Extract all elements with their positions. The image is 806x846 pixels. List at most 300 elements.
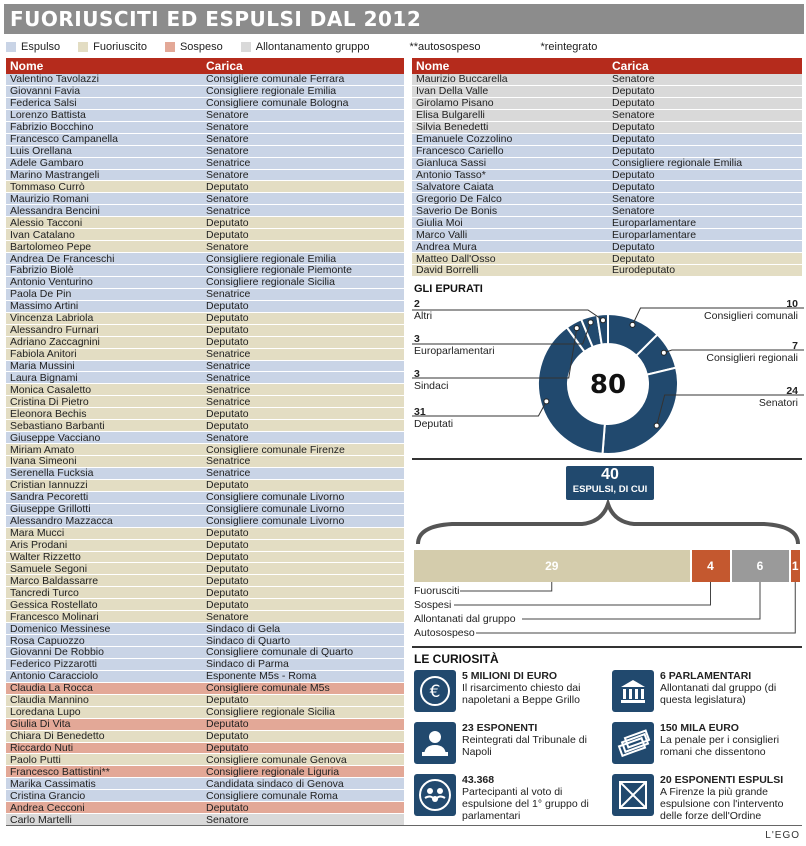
cell-carica: Senatore: [206, 611, 249, 623]
curiosita-text: A Firenze la più grande espulsione con l'intervento delle forze dell'Ordine: [660, 786, 784, 822]
svg-text:€: €: [429, 682, 441, 702]
cell-carica: Senatrice: [206, 360, 251, 372]
curiosita-item: [612, 670, 806, 714]
cell-carica: Senatore: [612, 205, 655, 217]
cell-carica: Senatrice: [206, 456, 251, 468]
curiosita-title-text: 20 ESPONENTI ESPULSI: [660, 774, 784, 786]
cell-carica: Senatore: [206, 169, 249, 181]
espulsi-badge: [566, 466, 654, 500]
parliament-icon: [612, 670, 654, 712]
cell-carica: Consigliere comunale Bologna: [206, 97, 349, 110]
name-senatori: Senatori: [758, 397, 798, 409]
name-deputati: Deputati: [414, 418, 454, 430]
label-consiglieri-comunali: [704, 298, 798, 322]
cell-carica: Sindaco di Parma: [206, 658, 289, 671]
cell-carica: Deputato: [206, 742, 249, 754]
value-sindaci: 3: [414, 368, 420, 380]
table-header: [6, 58, 404, 74]
cross-icon: [612, 774, 654, 816]
table-row: [6, 444, 404, 456]
table-row: [412, 170, 802, 182]
table-row: [6, 74, 404, 86]
cell-carica: Sindaco di Quarto: [206, 635, 291, 647]
cell-carica: Deputato: [612, 97, 655, 110]
cell-carica: Europarlamentare: [612, 229, 697, 241]
table-row: [6, 229, 404, 241]
stack-segment: [414, 550, 690, 582]
curiosita-item: [414, 722, 610, 766]
cell-carica: Deputato: [206, 694, 249, 707]
cell-nome: Andrea Cecconi: [10, 802, 85, 814]
table-row: [6, 420, 404, 432]
curiosita-title-text: 5 MILIONI DI EURO: [462, 670, 558, 682]
cell-nome: Elisa Bulgarelli: [416, 109, 485, 122]
table-row: [6, 671, 404, 683]
table-row: [412, 146, 802, 158]
table-row: [6, 205, 404, 217]
table-row: [6, 349, 404, 361]
cell-carica: Consigliere comunale Genova: [206, 754, 347, 766]
cell-nome: Ivana Simeoni: [10, 456, 77, 468]
cell-nome: Marino Mastrangeli: [10, 169, 100, 181]
cell-nome: Francesco Molinari: [10, 611, 99, 623]
name-altri: Altri: [414, 310, 433, 322]
cell-nome: Giuseppe Vacciano: [10, 432, 101, 444]
label-senatori: [759, 385, 798, 409]
name-europarlamentari: Europarlamentari: [414, 345, 495, 357]
table-row: [6, 265, 404, 277]
cell-nome: Massimo Artini: [10, 300, 79, 313]
cell-carica: Deputato: [206, 802, 249, 814]
curiosita-item: [612, 774, 806, 822]
stack-value: 1: [791, 559, 799, 573]
donut-leader-dot: [654, 423, 659, 428]
cell-nome: Tancredi Turco: [10, 587, 79, 599]
stack-leader: [476, 582, 795, 633]
cell-carica: Senatore: [206, 241, 249, 253]
legend-item-allontanamento: [241, 41, 370, 53]
cell-nome: Salvatore Caiata: [416, 181, 494, 193]
cell-carica: Deputato: [206, 479, 249, 492]
cell-nome: Claudia La Rocca: [10, 682, 93, 695]
table-row: [6, 325, 404, 337]
table-body: [412, 74, 802, 277]
donut-leader-dot: [544, 399, 549, 404]
cell-carica: Senatore: [206, 109, 249, 122]
cell-nome: Gregorio De Falco: [416, 193, 502, 205]
stack-value: 6: [756, 559, 764, 573]
table-row: [412, 134, 802, 146]
stack-leader: [460, 582, 552, 591]
cell-nome: Giulia Di Vita: [10, 718, 71, 731]
table-row: [412, 98, 802, 110]
cell-nome: Maria Mussini: [10, 360, 75, 372]
table-row: [6, 802, 404, 814]
table-row: [6, 86, 404, 98]
table-row: [412, 241, 802, 253]
cell-nome: Adele Gambaro: [10, 157, 84, 170]
cell-nome: Alessandro Furnari: [10, 324, 99, 337]
credit: L'EGO: [765, 830, 800, 841]
donut-leader-dot: [574, 326, 579, 331]
cell-nome: Ivan Catalano: [10, 229, 75, 241]
table-row: [6, 659, 404, 671]
table-row: [6, 313, 404, 325]
cell-nome: Cristina Di Pietro: [10, 396, 89, 408]
cell-carica: Senatore: [206, 193, 249, 205]
money-icon: [612, 722, 654, 764]
table-row: [412, 110, 802, 122]
cell-carica: Consigliere regionale Emilia: [206, 85, 337, 98]
cell-carica: Senatrice: [206, 384, 251, 396]
table-row: [6, 647, 404, 659]
table-row: [6, 623, 404, 635]
cell-carica: Consigliere comunale Livorno: [206, 515, 345, 528]
cell-carica: Senatore: [206, 121, 249, 134]
legend-label: Espulso: [21, 41, 61, 53]
table-row: [6, 731, 404, 743]
table-row: [6, 754, 404, 766]
cell-nome: Miriam Amato: [10, 444, 75, 456]
cell-nome: Maurizio Romani: [10, 193, 89, 205]
stack-segment: [692, 550, 730, 582]
euro-icon: [414, 670, 456, 712]
donut-leader-dot: [588, 320, 593, 325]
table-row: [6, 122, 404, 134]
cell-carica: Consigliere comunale Livorno: [206, 491, 345, 504]
cell-nome: Fabrizio Bocchino: [10, 121, 94, 134]
cell-nome: Chiara Di Benedetto: [10, 730, 105, 743]
curiosita-item: [414, 670, 610, 714]
cell-carica: Senatrice: [206, 372, 251, 384]
col-carica-header: Carica: [206, 59, 243, 73]
cell-nome: Giovanni De Robbio: [10, 647, 104, 659]
table-row: [6, 480, 404, 492]
cell-carica: Senatrice: [206, 205, 251, 217]
table-row: [6, 337, 404, 349]
table-row: [6, 384, 404, 396]
table-row: [6, 528, 404, 540]
label-autosospeso: Autosospeso: [414, 627, 475, 639]
cell-nome: Tommaso Currò: [10, 181, 85, 193]
cell-nome: Adriano Zaccagnini: [10, 336, 100, 349]
cell-carica: Deputato: [206, 181, 249, 193]
value-europarlamentari: 3: [414, 333, 420, 345]
cell-nome: Gessica Rostellato: [10, 599, 98, 611]
stack-leader: [454, 582, 711, 605]
table-row: [6, 253, 404, 265]
cell-carica: Senatrice: [206, 396, 251, 408]
table-row: [6, 361, 404, 373]
cell-carica: Deputato: [206, 229, 249, 241]
value-deputati: 31: [414, 406, 426, 418]
cell-nome: Alessandro Mazzacca: [10, 515, 113, 528]
table-row: [6, 98, 404, 110]
table-row: [412, 158, 802, 170]
cell-carica: Deputato: [612, 181, 655, 193]
cell-carica: Deputato: [206, 551, 249, 563]
table-row: [6, 492, 404, 504]
cell-nome: Cristian Iannuzzi: [10, 479, 88, 492]
cell-carica: Senatrice: [206, 288, 251, 301]
table-row: [6, 563, 404, 575]
donut-leader-line: [412, 310, 603, 320]
cell-carica: Deputato: [206, 575, 249, 587]
table-row: [412, 122, 802, 134]
table-row: [412, 253, 802, 265]
cell-carica: Europarlamentare: [612, 217, 697, 229]
table-row: [412, 217, 802, 229]
cell-carica: Senatrice: [206, 157, 251, 170]
cell-carica: Consigliere regionale Sicilia: [206, 706, 335, 719]
label-europarlamentari: [414, 333, 495, 357]
name-sindaci: Sindaci: [414, 380, 449, 392]
cell-carica: Deputato: [206, 527, 249, 540]
cell-nome: Francesco Campanella: [10, 133, 118, 146]
label-sindaci: [414, 368, 448, 392]
cell-nome: Francesco Cariello: [416, 145, 504, 158]
legend-swatch: [241, 42, 251, 52]
table-row: [6, 468, 404, 480]
label-allontanati: Allontanati dal gruppo: [414, 613, 516, 625]
cell-carica: Deputato: [206, 563, 249, 575]
cell-nome: David Borrelli: [416, 265, 479, 277]
cell-carica: Consigliere comunale Livorno: [206, 503, 345, 516]
label-consiglieri-regionali: [706, 340, 798, 364]
cell-carica: Senatore: [206, 133, 249, 146]
table-row: [412, 74, 802, 86]
cell-carica: Deputato: [206, 300, 249, 313]
stack-leader: [522, 582, 760, 619]
cell-carica: Senatore: [612, 74, 655, 86]
stack-segment: [732, 550, 789, 582]
cell-carica: Consigliere comunale Ferrara: [206, 74, 345, 86]
value-senatori: 24: [786, 385, 798, 397]
cell-carica: Deputato: [206, 718, 249, 731]
cell-nome: Alessio Tacconi: [10, 217, 83, 229]
table-row: [6, 193, 404, 205]
cell-carica: Senatore: [612, 193, 655, 205]
divider: [412, 458, 802, 460]
table-row: [6, 587, 404, 599]
label-fuorusciti: Fuorusciti: [414, 585, 460, 597]
table-row: [6, 217, 404, 229]
cell-nome: Alessandra Bencini: [10, 205, 100, 217]
cell-nome: Maurizio Buccarella: [416, 74, 508, 86]
cell-nome: Paolo Putti: [10, 754, 61, 766]
cell-nome: Sebastiano Barbanti: [10, 420, 105, 432]
cell-nome: Marika Cassimatis: [10, 778, 96, 790]
table-row: [6, 277, 404, 289]
table-body: [6, 74, 404, 826]
cell-carica: Deputato: [612, 145, 655, 158]
cell-nome: Paola De Pin: [10, 288, 72, 301]
cell-carica: Deputato: [612, 133, 655, 146]
table-row: [6, 778, 404, 790]
table-right: [412, 58, 802, 277]
cell-nome: Aris Prodani: [10, 539, 68, 552]
table-row: [6, 719, 404, 731]
table-row: [6, 743, 404, 755]
legend-note-reintegrato: [540, 41, 597, 53]
curiosita-item: [414, 774, 610, 822]
cell-nome: Ivan Della Valle: [416, 85, 489, 98]
cell-carica: Deputato: [206, 312, 249, 325]
espulsi-count: 40: [601, 466, 619, 483]
table-row: [6, 766, 404, 778]
legend-label: Fuoriuscito: [93, 41, 147, 53]
cell-nome: Antonio Venturino: [10, 276, 93, 289]
cell-nome: Samuele Segoni: [10, 563, 88, 575]
table-left: [6, 58, 404, 826]
legend-swatch: [78, 42, 88, 52]
curiosita-text: Reintegrati dal Tribunale di Napoli: [462, 734, 587, 758]
cell-carica: Consigliere comunale M5s: [206, 682, 330, 695]
legend-note: *reintegrato: [540, 41, 598, 53]
curiosita-title: LE CURIOSITÀ: [414, 652, 499, 666]
table-row: [6, 181, 404, 193]
table-row: [412, 193, 802, 205]
cell-carica: Deputato: [206, 324, 249, 337]
table-row: [6, 552, 404, 564]
cell-nome: Vincenza Labriola: [10, 312, 94, 325]
table-row: [6, 683, 404, 695]
page-title: FUORIUSCITI ED ESPULSI DAL 2012: [4, 4, 804, 34]
cell-carica: Consigliere regionale Liguria: [206, 766, 340, 778]
cell-carica: Sindaco di Gela: [206, 623, 281, 635]
cell-carica: Deputato: [206, 408, 249, 420]
stack-value: 4: [707, 559, 714, 573]
donut-leader-dot: [600, 318, 605, 323]
curiosita-text: Il risarcimento chiesto dai napoletani a Beppe Grillo: [462, 682, 581, 706]
cell-carica: Senatrice: [206, 467, 251, 480]
curiosita-text: La penale per i consiglieri romani che dissentono: [660, 734, 780, 758]
cell-nome: Valentino Tavolazzi: [10, 74, 99, 86]
cell-nome: Lorenzo Battista: [10, 109, 86, 122]
cell-carica: Eurodeputato: [612, 265, 676, 277]
name-consiglieri-comunali: Consiglieri comunali: [704, 310, 798, 322]
cell-carica: Deputato: [206, 599, 249, 611]
cell-carica: Deputato: [612, 121, 655, 134]
cell-nome: Giulia Moi: [416, 217, 463, 229]
cell-nome: Cristina Grancio: [10, 790, 86, 802]
cell-nome: Domenico Messinese: [10, 623, 111, 635]
legend-label: Allontanamento gruppo: [255, 41, 370, 53]
table-row: [6, 540, 404, 552]
table-row: [412, 229, 802, 241]
cell-nome: Loredana Lupo: [10, 706, 81, 719]
cell-nome: Antonio Caracciolo: [10, 670, 99, 683]
curiosita-text: Allontanati dal gruppo (di questa legislatura): [660, 682, 777, 706]
legend-item-fuoriuscito: [78, 41, 147, 53]
legend-swatch: [165, 42, 175, 52]
cell-nome: Sandra Pecoretti: [10, 491, 89, 504]
table-row: [6, 146, 404, 158]
cell-nome: Riccardo Nuti: [10, 742, 74, 754]
table-row: [6, 110, 404, 122]
cell-carica: Deputato: [206, 539, 249, 552]
cell-nome: Gianluca Sassi: [416, 157, 487, 170]
cell-carica: Deputato: [612, 241, 655, 253]
col-nome-header: Nome: [10, 59, 44, 73]
judge-icon: [414, 722, 456, 764]
stack-segment: [791, 550, 801, 582]
donut-leader-dot: [661, 350, 666, 355]
cell-carica: Consigliere comunale di Quarto: [206, 647, 354, 659]
cell-nome: Saverio De Bonis: [416, 205, 498, 217]
cell-carica: Consigliere regionale Sicilia: [206, 276, 335, 289]
cell-carica: Consigliere comunale Firenze: [206, 444, 345, 456]
cell-carica: Deputato: [206, 217, 249, 229]
cell-carica: Deputato: [206, 587, 249, 599]
cell-carica: Esponente M5s - Roma: [206, 670, 317, 683]
cell-carica: Deputato: [612, 253, 655, 265]
cell-carica: Senatore: [206, 814, 249, 826]
cell-nome: Federica Salsi: [10, 97, 77, 110]
cell-nome: Marco Baldassarre: [10, 575, 99, 587]
table-row: [6, 575, 404, 587]
cell-nome: Matteo Dall'Osso: [416, 253, 496, 265]
value-consiglieri-comunali: 10: [786, 298, 798, 310]
footer-line: [6, 825, 802, 826]
cell-nome: Claudia Mannino: [10, 694, 89, 707]
table-row: [6, 432, 404, 444]
cell-carica: Senatore: [206, 432, 249, 444]
table-row: [6, 408, 404, 420]
table-row: [6, 372, 404, 384]
cell-nome: Rosa Capuozzo: [10, 635, 85, 647]
cell-nome: Carlo Martelli: [10, 814, 72, 826]
cell-nome: Girolamo Pisano: [416, 97, 494, 110]
table-row: [412, 265, 802, 277]
cell-carica: Consigliere regionale Piemonte: [206, 265, 352, 277]
stack-value: 29: [545, 559, 559, 573]
cell-nome: Walter Rizzetto: [10, 551, 81, 563]
legend-item-sospeso: [165, 41, 223, 53]
cell-nome: Andrea De Franceschi: [10, 253, 115, 265]
cell-carica: Deputato: [206, 730, 249, 743]
table-row: [6, 504, 404, 516]
table-row: [6, 695, 404, 707]
cell-carica: Consigliere regionale Emilia: [612, 157, 743, 170]
curiosita-item: [612, 722, 806, 766]
label-altri: [414, 298, 432, 322]
cell-carica: Candidata sindaco di Genova: [206, 778, 344, 790]
cell-nome: Monica Casaletto: [10, 384, 92, 396]
table-row: [6, 611, 404, 623]
legend: [6, 40, 802, 54]
table-row: [6, 516, 404, 528]
table-row: [412, 181, 802, 193]
cell-nome: Eleonora Bechis: [10, 408, 87, 420]
table-row: [6, 289, 404, 301]
cell-carica: Consigliere regionale Emilia: [206, 253, 337, 265]
curiosita-title-text: 43.368: [462, 774, 495, 786]
cell-nome: Laura Bignami: [10, 372, 78, 384]
value-altri: 2: [414, 298, 420, 310]
cell-nome: Mara Mucci: [10, 527, 65, 540]
cell-carica: Senatore: [206, 145, 249, 158]
value-consiglieri-regionali: 7: [792, 340, 798, 352]
curiosita-title-text: 23 ESPONENTI: [462, 722, 538, 734]
people-icon: [414, 774, 456, 816]
cell-carica: Deputato: [612, 169, 655, 181]
table-row: [6, 456, 404, 468]
brace-icon: [412, 500, 804, 546]
table-row: [6, 635, 404, 647]
cell-nome: Bartolomeo Pepe: [10, 241, 92, 253]
cell-nome: Fabiola Anitori: [10, 348, 77, 361]
